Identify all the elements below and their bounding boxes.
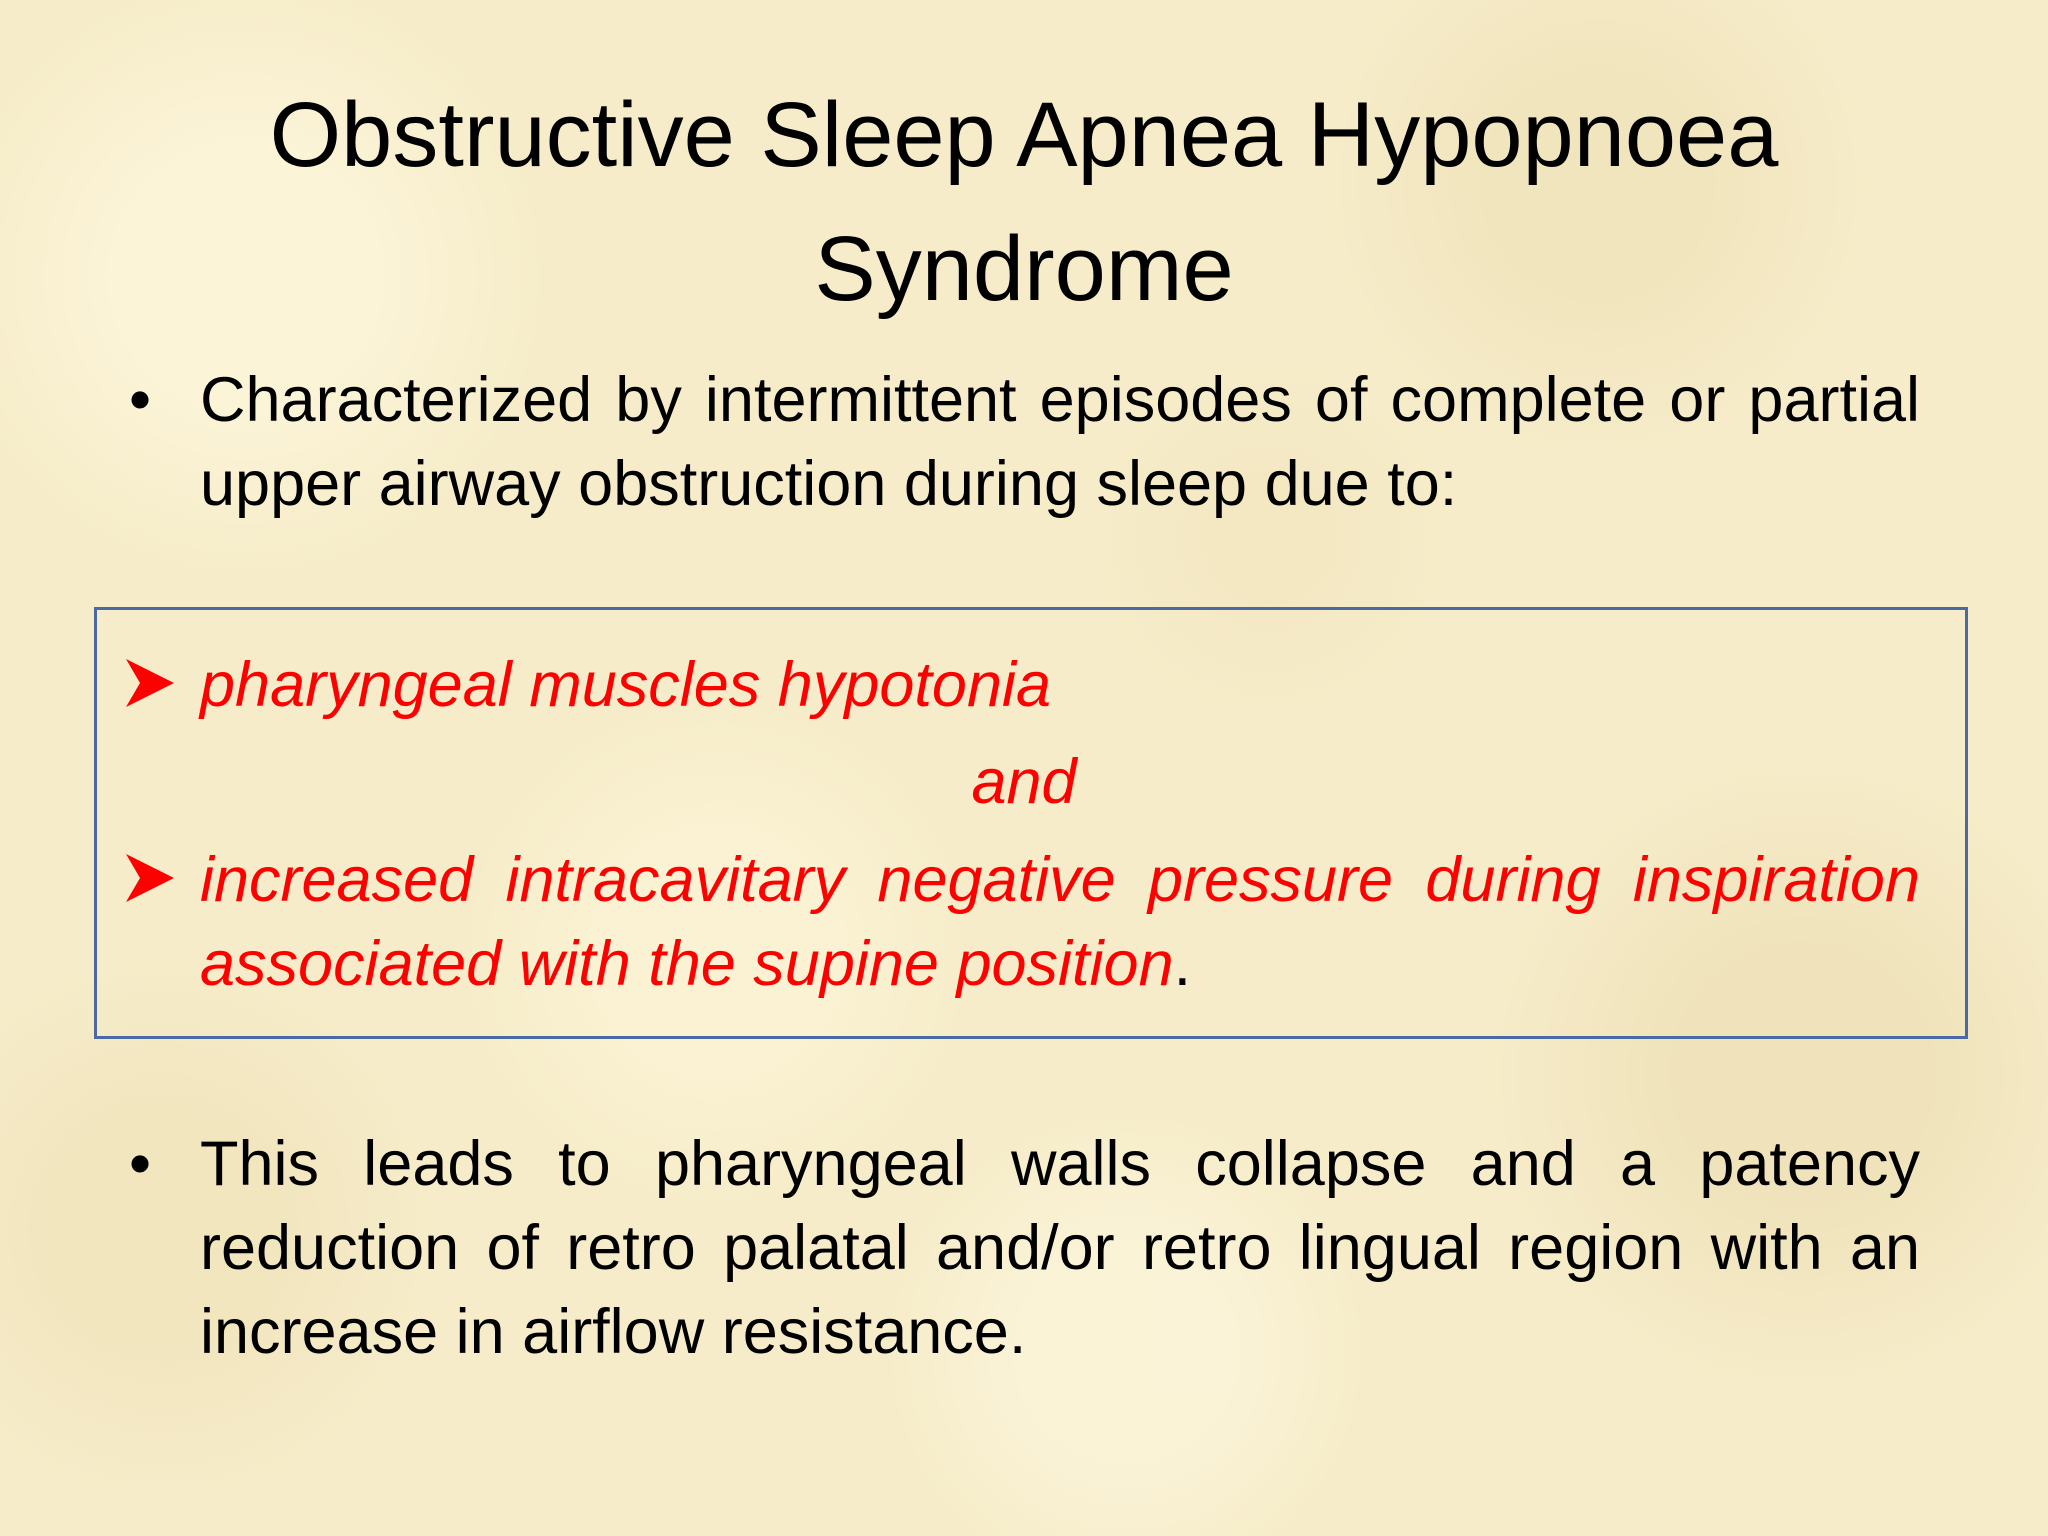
bullet-item-characterized (120, 358, 1920, 526)
bullet-dot: • (128, 365, 152, 435)
connector-and: and (971, 747, 1077, 817)
bullet-item-consequence (120, 1122, 1920, 1374)
arrowhead-bullet-icon (120, 848, 180, 908)
sub-text-hypotonia: pharyngeal muscles hypotonia (200, 650, 1052, 720)
sub-text-negative-pressure (200, 838, 1920, 1006)
sub-text-period: . (1173, 929, 1192, 999)
slide-title-line-1: Obstructive Sleep Apnea Hypopnoea (269, 84, 1779, 186)
bullet-text-characterized: Characterized by intermittent episodes of complete or partial upper airway obstruction during sleep due to: (200, 365, 1920, 519)
bullet-text-consequence: This leads to pharyngeal walls collapse and a patency reduction of retro palatal and/or retro lingual region with an increase in airflow resistance. (200, 1129, 1920, 1367)
slide-title-line-2: Syndrome (814, 218, 1234, 320)
arrowhead-bullet-icon (120, 653, 180, 713)
slide-title (0, 68, 2048, 336)
sub-text-negative-pressure-body: increased intracavitary negative pressure during inspiration associated with the supine position (200, 845, 1920, 999)
bullet-dot: • (128, 1129, 152, 1199)
sub-item-hypotonia (120, 643, 1920, 727)
sub-item-negative-pressure (120, 838, 1920, 1006)
